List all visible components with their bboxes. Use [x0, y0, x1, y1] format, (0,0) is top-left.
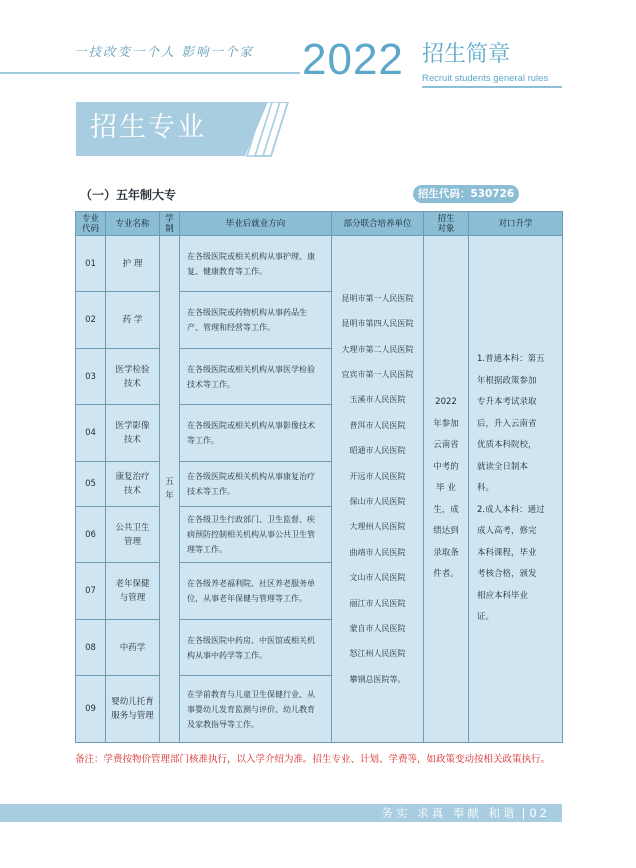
career-direction: 在各级医院或相关机构从事医学检验 技术等工作。 — [180, 349, 332, 405]
enrollment-code-badge: 招生代码：530726 — [413, 185, 519, 203]
partner-unit-item: 文山市人民医院 — [349, 573, 406, 583]
banner-stripes-icon — [244, 102, 290, 158]
career-direction: 在各级医院或相关机构从事康复治疗 技术等工作。 — [180, 462, 332, 507]
major-name: 公共卫生 管理 — [106, 507, 160, 563]
major-code: 09 — [76, 676, 106, 743]
major-code: 03 — [76, 349, 106, 405]
partner-unit-item: 大理州人民医院 — [349, 522, 406, 532]
major-name: 老年保健 与管理 — [106, 563, 160, 620]
system-years: 五 年 — [160, 236, 180, 743]
career-direction: 在各级医院或相关机构从事影像技术 等工作。 — [180, 405, 332, 462]
career-direction: 在各级医院或药物机构从事药品生 产、管理和经营等工作。 — [180, 292, 332, 349]
footer-bar — [0, 804, 562, 822]
title-underline — [422, 86, 562, 88]
partner-unit-item: 保山市人民医院 — [349, 497, 406, 506]
header-name: 专业名称 — [106, 212, 160, 236]
partner-unit-item: 攀钢总医院等。 — [349, 674, 406, 684]
header-target: 招生 对象 — [424, 212, 469, 236]
major-name: 康复治疗 技术 — [106, 462, 160, 507]
partner-unit-item: 曲靖市人民医院 — [349, 547, 406, 557]
header-system: 学 制 — [160, 212, 180, 236]
partner-unit-item: 蒙自市人民医院 — [349, 624, 406, 634]
header-line — [0, 72, 300, 74]
header-units: 部分联合培养单位 — [332, 212, 424, 236]
career-direction: 在各级医院中药房、中医馆或相关机 构从事中药学等工作。 — [180, 620, 332, 676]
majors-table — [75, 211, 563, 743]
major-code: 08 — [76, 620, 106, 676]
major-name: 医学检验 技术 — [106, 349, 160, 405]
major-code: 04 — [76, 405, 106, 462]
header-code: 专业 代码 — [76, 212, 106, 236]
footer-motto: 务实 求真 奉献 和谐 — [381, 806, 518, 820]
partner-unit-item: 玉溪市人民医院 — [349, 395, 406, 405]
footnote: 备注：学费按物价管理部门核准执行，以入学介绍为准。招生专业、计划、学费等，如政策变动按相关政策执行。 — [75, 754, 551, 765]
partner-unit-item: 宜宾市第一人民医院 — [341, 369, 414, 379]
table-header-row — [76, 212, 563, 236]
career-direction: 在各级医院或相关机构从事护理、康 复、健康教育等工作。 — [180, 236, 332, 292]
career-direction: 在各级卫生行政部门、卫生监督、疾 病预防控制相关机构从事公共卫生管 理等工作。 — [180, 507, 332, 563]
major-code: 07 — [76, 563, 106, 620]
major-code: 05 — [76, 462, 106, 507]
brochure-title: 招生简章 — [422, 42, 511, 67]
page-number: 02 — [529, 806, 550, 820]
partner-unit-item: 丽江市人民医院 — [349, 598, 406, 608]
major-name: 医学影像 技术 — [106, 405, 160, 462]
header-upgrade: 对口升学 — [469, 212, 563, 236]
major-name: 婴幼儿托育 服务与管理 — [106, 676, 160, 743]
partner-unit-item: 昭通市人民医院 — [349, 446, 406, 456]
partner-unit-item: 普洱市人民医院 — [349, 420, 406, 430]
partner-unit-item: 大理市第二人民医院 — [341, 344, 414, 354]
partner-unit-item: 怒江州人民医院 — [349, 649, 406, 659]
major-name: 护 理 — [106, 236, 160, 292]
major-code: 02 — [76, 292, 106, 349]
footer-separator: | — [521, 806, 526, 820]
partner-units — [332, 236, 424, 743]
subsection-title: （一）五年制大专 — [80, 188, 177, 202]
header-career: 毕业后就业方向 — [180, 212, 332, 236]
partner-unit-item: 昆明市第四人民医院 — [341, 319, 414, 329]
career-direction: 在各级养老福利院、社区养老服务单 位，从事老年保健与管理等工作。 — [180, 563, 332, 620]
career-direction: 在学前教育与儿童卫生保健行业、从 事婴幼儿发育监测与评价、幼儿教育 及家教指导等工作。 — [180, 676, 332, 743]
enrollment-target: 2022 年参加 云南省 中考的 毕 业 生，成 绩达到 录取条 件者。 — [424, 236, 469, 743]
major-code: 01 — [76, 236, 106, 292]
section-banner — [76, 102, 290, 158]
brochure-subtitle: Recruit students general rules — [422, 73, 549, 84]
slogan: 一技改变一个人 影响一个家 — [74, 44, 254, 59]
section-title: 招生专业 — [90, 112, 206, 143]
partner-unit-item: 开远市人民医院 — [349, 471, 406, 481]
table-row — [76, 236, 563, 292]
major-code: 06 — [76, 507, 106, 563]
upgrade-path: 1.普通本科：第五 年根据政策参加 专升本考试录取 后，升入云南省 优质本科院校， 就读全日制本 科。 2.成人本科：通过 成人高考，修完 本科课程，毕业 考核合格，颁发 相应本科毕业 证。 — [469, 236, 563, 743]
footer-text — [382, 804, 550, 822]
major-name: 药 学 — [106, 292, 160, 349]
major-name: 中药学 — [106, 620, 160, 676]
year: 2022 — [302, 35, 404, 84]
partner-unit-item: 昆明市第一人民医院 — [341, 293, 414, 303]
